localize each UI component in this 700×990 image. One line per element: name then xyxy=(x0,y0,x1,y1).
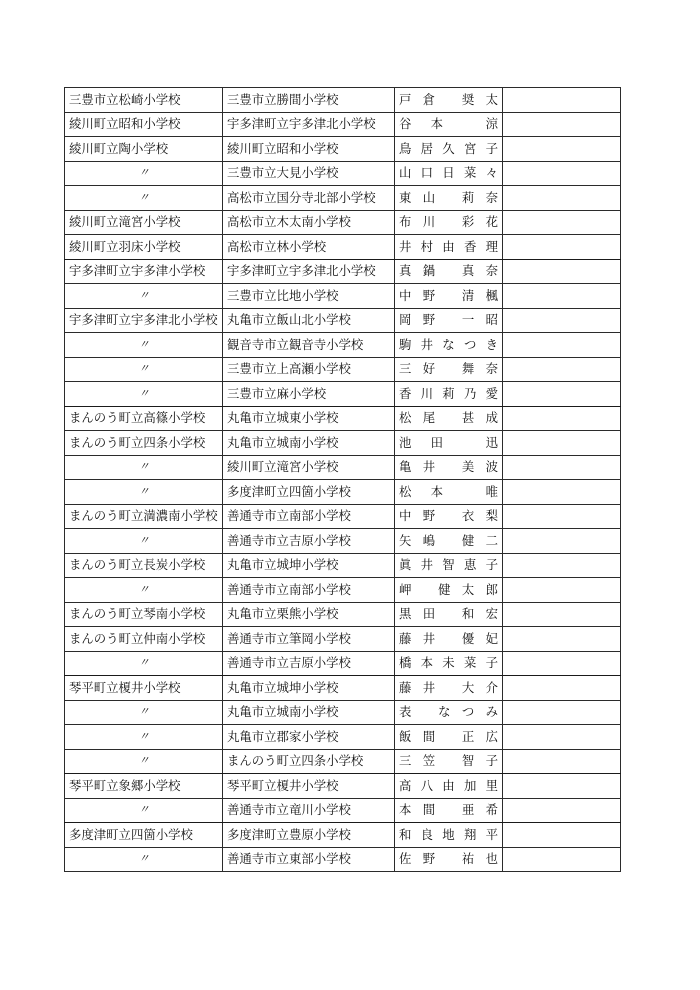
cell-to-school: 琴平町立榎井小学校 xyxy=(223,774,395,799)
cell-from-school-ditto xyxy=(65,749,223,774)
cell-from-school: まんのう町立高篠小学校 xyxy=(65,406,223,431)
cell-to-school: 丸亀市立城南小学校 xyxy=(223,700,395,725)
table-row xyxy=(65,112,621,137)
cell-to-school: 三豊市立大見小学校 xyxy=(223,161,395,186)
person-name-text: 東山 莉奈 xyxy=(399,189,498,205)
cell-to-school: 観音寺市立観音寺小学校 xyxy=(223,333,395,358)
cell-note xyxy=(503,455,621,480)
cell-note xyxy=(503,651,621,676)
cell-person-name xyxy=(395,382,503,407)
table-row xyxy=(65,455,621,480)
cell-to-school: 丸亀市立飯山北小学校 xyxy=(223,308,395,333)
person-name-text: 山口日菜々 xyxy=(399,165,498,181)
person-name-text: 岡野 一昭 xyxy=(399,312,498,328)
ditto-mark-icon: 〃 xyxy=(138,656,149,670)
ditto-mark-icon: 〃 xyxy=(138,386,149,400)
cell-to-school: 三豊市立麻小学校 xyxy=(223,382,395,407)
cell-to-school: 綾川町立昭和小学校 xyxy=(223,137,395,162)
cell-note xyxy=(503,382,621,407)
ditto-mark-icon: 〃 xyxy=(138,705,149,719)
cell-from-school-ditto xyxy=(65,700,223,725)
table-row xyxy=(65,504,621,529)
cell-person-name xyxy=(395,455,503,480)
ditto-mark-icon: 〃 xyxy=(138,729,149,743)
table-row xyxy=(65,553,621,578)
table-row xyxy=(65,774,621,799)
person-name-text: 戸倉 奨太 xyxy=(399,91,498,107)
cell-note xyxy=(503,774,621,799)
cell-note xyxy=(503,553,621,578)
cell-to-school: 善通寺市立南部小学校 xyxy=(223,578,395,603)
table-row xyxy=(65,88,621,113)
table-row xyxy=(65,529,621,554)
table-row xyxy=(65,627,621,652)
cell-note xyxy=(503,186,621,211)
cell-person-name xyxy=(395,651,503,676)
table-row xyxy=(65,749,621,774)
person-name-text: 中野 清楓 xyxy=(399,287,498,303)
person-name-text: 松尾 甚成 xyxy=(399,410,498,426)
cell-from-school-ditto xyxy=(65,480,223,505)
cell-from-school: 綾川町立羽床小学校 xyxy=(65,235,223,260)
person-name-text: 佐野 祐也 xyxy=(399,851,498,867)
person-name-text: 藤井 優妃 xyxy=(399,630,498,646)
table-row xyxy=(65,333,621,358)
ditto-mark-icon: 〃 xyxy=(138,852,149,866)
cell-person-name xyxy=(395,235,503,260)
ditto-mark-icon: 〃 xyxy=(138,533,149,547)
person-name-text: 藤井 大介 xyxy=(399,679,498,695)
cell-to-school: 多度津町立四箇小学校 xyxy=(223,480,395,505)
person-name-text: 中野 衣梨 xyxy=(399,508,498,524)
person-name-text: 松本 唯 xyxy=(399,483,498,499)
ditto-mark-icon: 〃 xyxy=(138,460,149,474)
cell-note xyxy=(503,112,621,137)
cell-to-school: 三豊市立勝間小学校 xyxy=(223,88,395,113)
cell-from-school: 綾川町立滝宮小学校 xyxy=(65,210,223,235)
person-name-text: 橋本未菜子 xyxy=(399,655,498,671)
cell-note xyxy=(503,725,621,750)
cell-note xyxy=(503,847,621,872)
person-name-text: 眞井智恵子 xyxy=(399,557,498,573)
cell-note xyxy=(503,602,621,627)
ditto-mark-icon: 〃 xyxy=(138,288,149,302)
person-name-text: 矢嶋 健二 xyxy=(399,532,498,548)
cell-to-school: 多度津町立豊原小学校 xyxy=(223,823,395,848)
table-row xyxy=(65,578,621,603)
cell-person-name xyxy=(395,308,503,333)
table-row xyxy=(65,847,621,872)
cell-note xyxy=(503,431,621,456)
cell-person-name xyxy=(395,578,503,603)
table-row xyxy=(65,602,621,627)
cell-from-school: まんのう町立仲南小学校 xyxy=(65,627,223,652)
cell-from-school: まんのう町立琴南小学校 xyxy=(65,602,223,627)
ditto-mark-icon: 〃 xyxy=(138,754,149,768)
cell-person-name xyxy=(395,112,503,137)
cell-from-school-ditto xyxy=(65,798,223,823)
cell-person-name xyxy=(395,333,503,358)
cell-from-school-ditto xyxy=(65,284,223,309)
cell-note xyxy=(503,578,621,603)
person-name-text: 谷本 涼 xyxy=(399,116,498,132)
cell-to-school: まんのう町立四条小学校 xyxy=(223,749,395,774)
person-name-text: 和良地翔平 xyxy=(399,826,498,842)
person-name-text: 井村由香理 xyxy=(399,238,498,254)
cell-from-school: 宇多津町立宇多津北小学校 xyxy=(65,308,223,333)
cell-note xyxy=(503,210,621,235)
table-row xyxy=(65,186,621,211)
cell-from-school-ditto xyxy=(65,725,223,750)
cell-person-name xyxy=(395,88,503,113)
person-name-text: 三好 舞奈 xyxy=(399,361,498,377)
cell-to-school: 綾川町立滝宮小学校 xyxy=(223,455,395,480)
cell-note xyxy=(503,480,621,505)
cell-to-school: 宇多津町立宇多津北小学校 xyxy=(223,112,395,137)
cell-person-name xyxy=(395,284,503,309)
table-row xyxy=(65,259,621,284)
cell-note xyxy=(503,333,621,358)
person-name-text: 三笠 智子 xyxy=(399,753,498,769)
person-name-text: 池田 迅 xyxy=(399,434,498,450)
cell-to-school: 丸亀市立城坤小学校 xyxy=(223,553,395,578)
cell-note xyxy=(503,504,621,529)
cell-to-school: 善通寺市立吉原小学校 xyxy=(223,529,395,554)
cell-person-name xyxy=(395,798,503,823)
cell-to-school: 善通寺市立筆岡小学校 xyxy=(223,627,395,652)
cell-to-school: 高松市立林小学校 xyxy=(223,235,395,260)
table-row xyxy=(65,284,621,309)
table-row xyxy=(65,210,621,235)
table-row xyxy=(65,382,621,407)
ditto-mark-icon: 〃 xyxy=(138,803,149,817)
cell-person-name xyxy=(395,259,503,284)
cell-to-school: 三豊市立上高瀬小学校 xyxy=(223,357,395,382)
cell-from-school-ditto xyxy=(65,847,223,872)
cell-from-school-ditto xyxy=(65,651,223,676)
table-row xyxy=(65,431,621,456)
cell-person-name xyxy=(395,480,503,505)
cell-from-school: まんのう町立四条小学校 xyxy=(65,431,223,456)
cell-from-school: 綾川町立陶小学校 xyxy=(65,137,223,162)
cell-to-school: 丸亀市立郡家小学校 xyxy=(223,725,395,750)
cell-person-name xyxy=(395,774,503,799)
cell-note xyxy=(503,700,621,725)
cell-note xyxy=(503,308,621,333)
cell-from-school: まんのう町立長炭小学校 xyxy=(65,553,223,578)
person-name-text: 本間 亜希 xyxy=(399,802,498,818)
cell-note xyxy=(503,88,621,113)
cell-person-name xyxy=(395,186,503,211)
cell-person-name xyxy=(395,137,503,162)
cell-person-name xyxy=(395,504,503,529)
cell-from-school: 琴平町立象郷小学校 xyxy=(65,774,223,799)
cell-from-school-ditto xyxy=(65,382,223,407)
cell-note xyxy=(503,627,621,652)
cell-person-name xyxy=(395,627,503,652)
cell-from-school: 多度津町立四箇小学校 xyxy=(65,823,223,848)
cell-to-school: 丸亀市立栗熊小学校 xyxy=(223,602,395,627)
table-row xyxy=(65,161,621,186)
cell-from-school: 三豊市立松崎小学校 xyxy=(65,88,223,113)
cell-note xyxy=(503,259,621,284)
cell-to-school: 三豊市立比地小学校 xyxy=(223,284,395,309)
table-row xyxy=(65,480,621,505)
ditto-mark-icon: 〃 xyxy=(138,362,149,376)
table-row xyxy=(65,235,621,260)
table-row xyxy=(65,308,621,333)
cell-to-school: 善通寺市立南部小学校 xyxy=(223,504,395,529)
cell-from-school-ditto xyxy=(65,186,223,211)
table-row xyxy=(65,406,621,431)
cell-note xyxy=(503,676,621,701)
ditto-mark-icon: 〃 xyxy=(138,337,149,351)
cell-to-school: 善通寺市立東部小学校 xyxy=(223,847,395,872)
roster-table-body xyxy=(65,88,621,872)
cell-person-name xyxy=(395,823,503,848)
ditto-mark-icon: 〃 xyxy=(138,166,149,180)
cell-person-name xyxy=(395,725,503,750)
person-name-text: 表 なつみ xyxy=(399,704,498,720)
cell-note xyxy=(503,235,621,260)
cell-from-school-ditto xyxy=(65,357,223,382)
cell-from-school-ditto xyxy=(65,455,223,480)
cell-person-name xyxy=(395,749,503,774)
person-name-text: 布川 彩花 xyxy=(399,214,498,230)
cell-from-school: まんのう町立満濃南小学校 xyxy=(65,504,223,529)
ditto-mark-icon: 〃 xyxy=(138,484,149,498)
cell-note xyxy=(503,357,621,382)
ditto-mark-icon: 〃 xyxy=(138,190,149,204)
ditto-mark-icon: 〃 xyxy=(138,582,149,596)
table-row xyxy=(65,137,621,162)
person-name-text: 飯間 正広 xyxy=(399,728,498,744)
cell-note xyxy=(503,529,621,554)
person-name-text: 駒井なつき xyxy=(399,336,498,352)
cell-to-school: 高松市立国分寺北部小学校 xyxy=(223,186,395,211)
cell-person-name xyxy=(395,210,503,235)
cell-person-name xyxy=(395,431,503,456)
cell-from-school-ditto xyxy=(65,161,223,186)
cell-from-school: 琴平町立榎井小学校 xyxy=(65,676,223,701)
person-name-text: 亀井 美波 xyxy=(399,459,498,475)
table-row xyxy=(65,651,621,676)
cell-person-name xyxy=(395,529,503,554)
cell-note xyxy=(503,406,621,431)
cell-to-school: 宇多津町立宇多津北小学校 xyxy=(223,259,395,284)
table-row xyxy=(65,823,621,848)
cell-note xyxy=(503,798,621,823)
cell-note xyxy=(503,137,621,162)
cell-person-name xyxy=(395,847,503,872)
person-name-text: 岬 健太郎 xyxy=(399,581,498,597)
table-row xyxy=(65,700,621,725)
cell-to-school: 丸亀市立城東小学校 xyxy=(223,406,395,431)
cell-from-school: 宇多津町立宇多津小学校 xyxy=(65,259,223,284)
person-name-text: 高八由加里 xyxy=(399,777,498,793)
cell-note xyxy=(503,284,621,309)
cell-note xyxy=(503,823,621,848)
cell-from-school-ditto xyxy=(65,333,223,358)
cell-to-school: 高松市立木太南小学校 xyxy=(223,210,395,235)
person-name-text: 真鍋 真奈 xyxy=(399,263,498,279)
cell-from-school-ditto xyxy=(65,578,223,603)
cell-from-school: 綾川町立昭和小学校 xyxy=(65,112,223,137)
cell-person-name xyxy=(395,161,503,186)
cell-to-school: 善通寺市立竜川小学校 xyxy=(223,798,395,823)
cell-to-school: 丸亀市立城坤小学校 xyxy=(223,676,395,701)
person-name-text: 黒田 和宏 xyxy=(399,606,498,622)
cell-person-name xyxy=(395,357,503,382)
cell-person-name xyxy=(395,676,503,701)
cell-to-school: 善通寺市立吉原小学校 xyxy=(223,651,395,676)
table-row xyxy=(65,798,621,823)
cell-person-name xyxy=(395,406,503,431)
roster-table xyxy=(64,87,621,872)
cell-person-name xyxy=(395,700,503,725)
cell-note xyxy=(503,749,621,774)
cell-note xyxy=(503,161,621,186)
table-row xyxy=(65,676,621,701)
cell-person-name xyxy=(395,553,503,578)
person-name-text: 鳥居久宮子 xyxy=(399,140,498,156)
cell-from-school-ditto xyxy=(65,529,223,554)
cell-person-name xyxy=(395,602,503,627)
table-row xyxy=(65,357,621,382)
person-name-text: 香川莉乃愛 xyxy=(399,385,498,401)
roster-table-container xyxy=(64,87,620,872)
cell-to-school: 丸亀市立城南小学校 xyxy=(223,431,395,456)
table-row xyxy=(65,725,621,750)
